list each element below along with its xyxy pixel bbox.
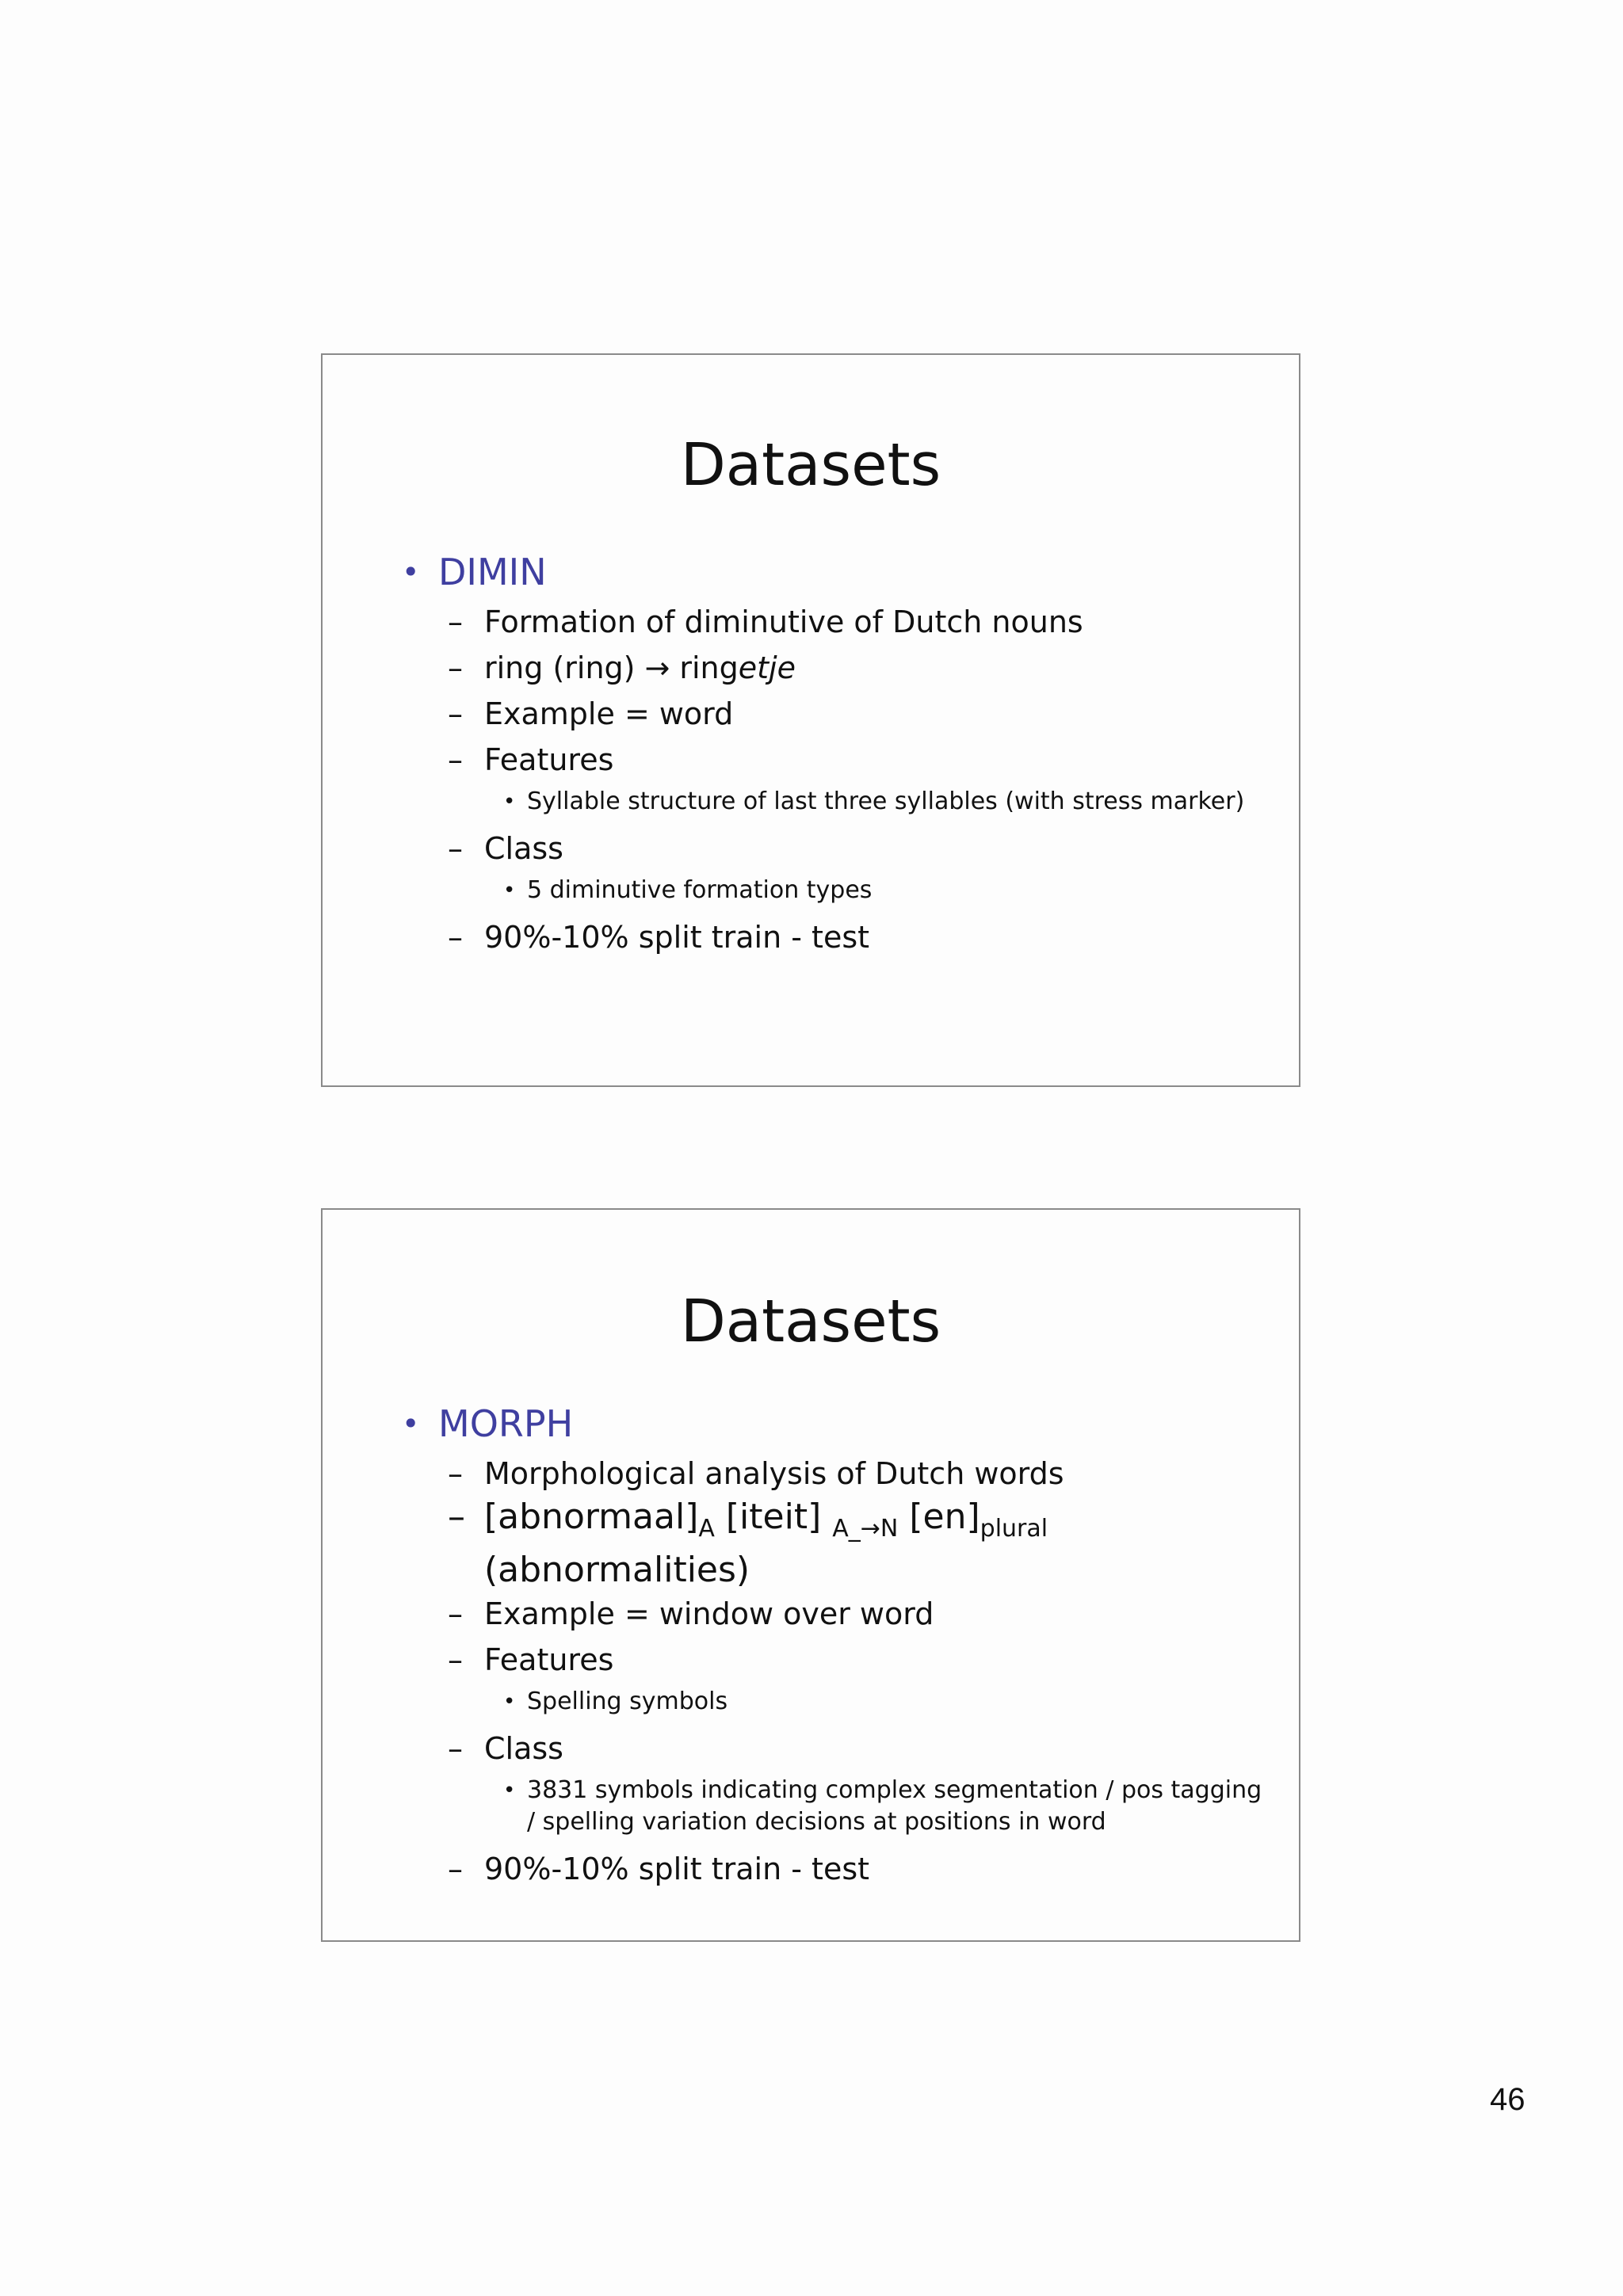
dash-icon: –	[448, 1852, 463, 1886]
dash-icon: –	[448, 831, 463, 866]
bullet-icon: •	[503, 879, 516, 902]
slide-title: Datasets	[680, 1287, 941, 1356]
dash-icon: –	[448, 1497, 465, 1537]
dash-icon: –	[448, 742, 463, 777]
list-item: – Features	[402, 1637, 1267, 1683]
list-item: – Formation of diminutive of Dutch nouns	[402, 599, 1267, 645]
sub-list-item: • 5 diminutive formation types	[402, 875, 1267, 906]
sub-list-item: • 3831 symbols indicating complex segmentation / pos tagging / spelling variation decisions at positions in word	[503, 1776, 1262, 1836]
dash-icon: –	[448, 1596, 463, 1631]
list-item: – Example = window over word	[402, 1591, 1267, 1637]
page-number: 46	[1490, 2082, 1526, 2117]
bullet-label: MORPH	[438, 1402, 574, 1445]
dash-icon: –	[448, 605, 463, 639]
sub-list-item: • Spelling symbols	[402, 1686, 1267, 1718]
list-item: – Class	[402, 1726, 1267, 1772]
list-item: – ring (ring) → ringetje	[402, 645, 1267, 691]
list-item: – 90%-10% split train - test	[402, 914, 1267, 960]
bullet-morph	[402, 1400, 1267, 1447]
slide-dimin	[321, 353, 1300, 1087]
sub-list-item: • Syllable structure of last three syllables (with stress marker)	[402, 786, 1267, 818]
dash-icon: –	[448, 1456, 463, 1491]
list-item: – Features	[402, 737, 1267, 783]
list-item: – Class	[402, 826, 1267, 871]
list-item: – Morphological analysis of Dutch words	[402, 1451, 1267, 1497]
slide-morph	[321, 1208, 1300, 1942]
dash-icon: –	[448, 1731, 463, 1766]
dash-icon: –	[448, 1642, 463, 1677]
bullet-icon: •	[503, 1690, 516, 1714]
list-item: – $[abnormaal]_A$ [iteit] $_{A\_\to N}$ $[en]_{plural}$ (abnormalities)	[448, 1497, 1048, 1590]
bullet-label: DIMIN	[438, 551, 547, 593]
dash-icon: –	[448, 696, 463, 731]
bullet-icon: •	[402, 555, 420, 589]
list-item: – Example = word	[402, 691, 1267, 737]
bullet-icon: •	[402, 1406, 420, 1441]
arrow-icon: →	[644, 650, 670, 685]
slide-content	[402, 548, 1267, 960]
bullet-dimin	[402, 548, 1267, 596]
list-item: – 90%-10% split train - test	[402, 1846, 1267, 1892]
dash-icon: –	[448, 920, 463, 955]
slide-title: Datasets	[680, 431, 941, 499]
slide-content	[402, 1400, 1267, 1892]
dash-icon: –	[448, 650, 463, 685]
bullet-icon: •	[503, 1779, 516, 1802]
bullet-icon: •	[503, 790, 516, 814]
